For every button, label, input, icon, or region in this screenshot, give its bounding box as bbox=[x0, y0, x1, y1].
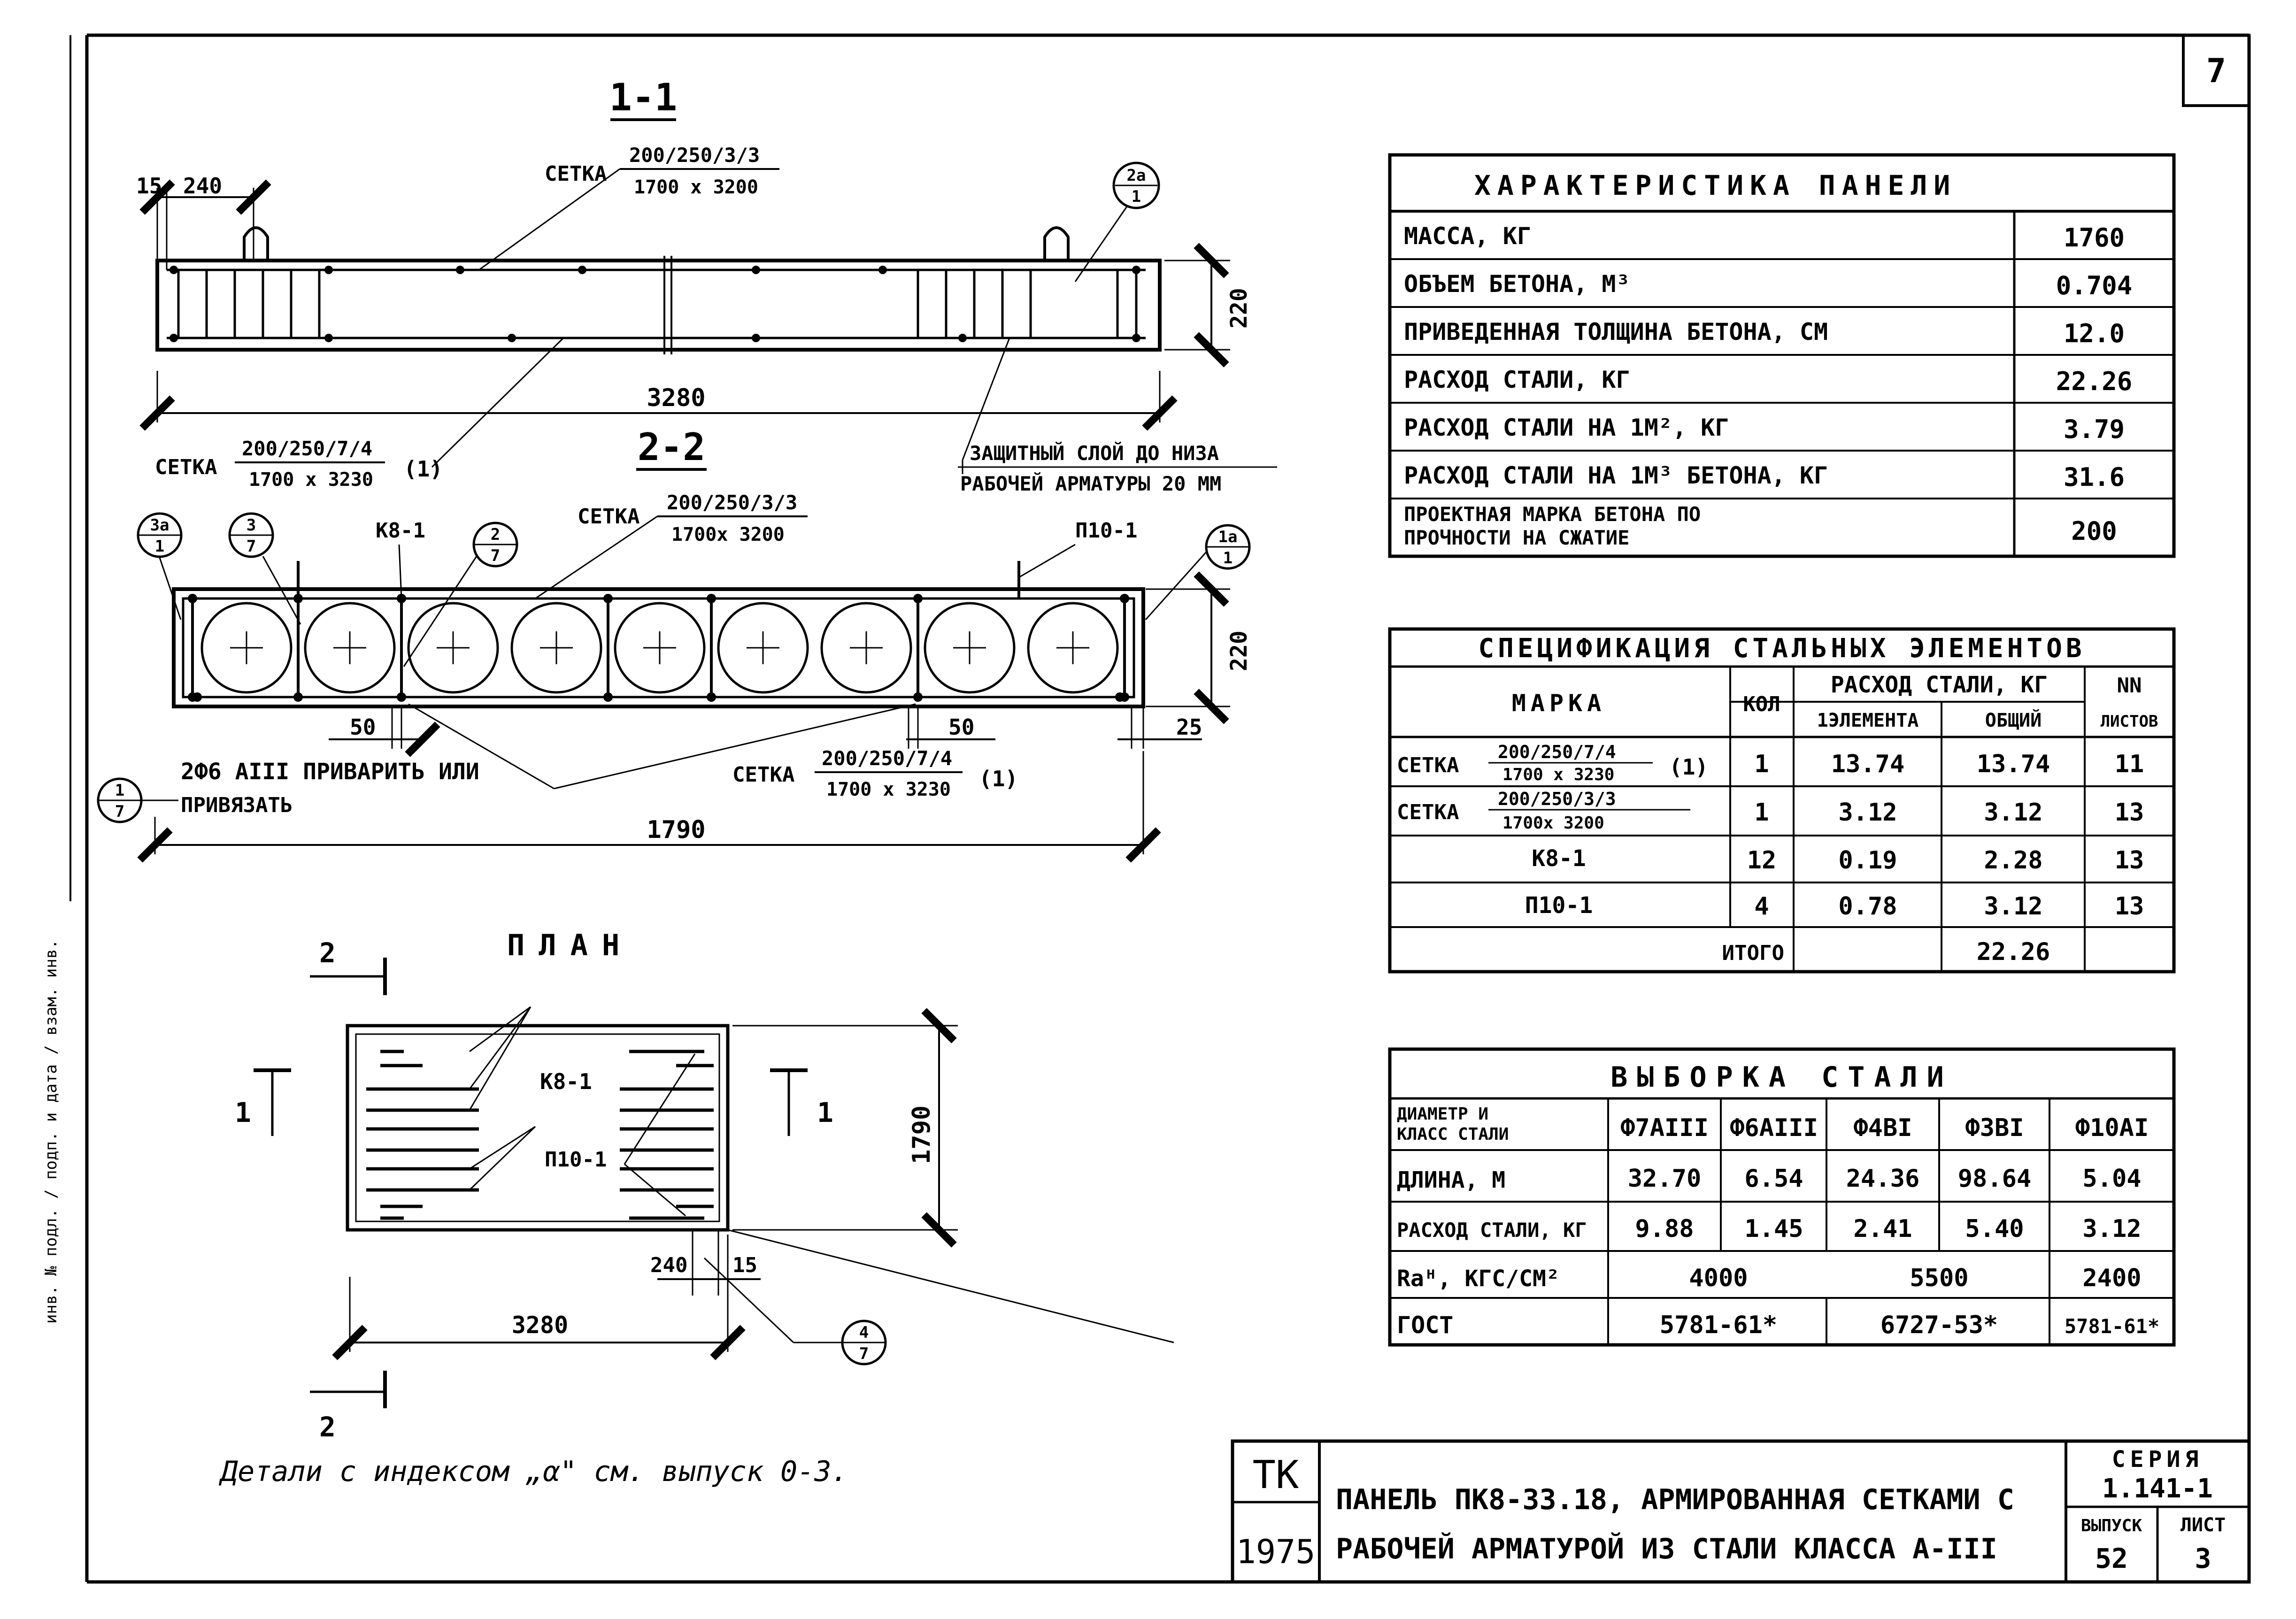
spec-h-qty: КОЛ bbox=[1743, 692, 1780, 716]
cover-note-1: ЗАЩИТНЫЙ СЛОЙ ДО НИЗА bbox=[970, 442, 1219, 465]
setka-top-num: 200/250/3/3 bbox=[629, 144, 760, 167]
spec-r0-suffix: (1) bbox=[1669, 754, 1709, 780]
steel-len-0: 32.70 bbox=[1627, 1165, 1702, 1193]
dim-25: 25 bbox=[1176, 714, 1202, 740]
char-label-4: РАСХОД СТАЛИ НА 1М², КГ bbox=[1404, 414, 1729, 441]
spec-r2-sheet: 13 bbox=[2114, 846, 2144, 875]
spec-r1-one: 3.12 bbox=[1838, 798, 1897, 827]
spec-table bbox=[1390, 629, 2174, 972]
weld-note-2: ПРИВЯЗАТЬ bbox=[181, 793, 293, 817]
org-code: ТК bbox=[1252, 1453, 1299, 1497]
spec-r1-total: 3.12 bbox=[1984, 798, 2043, 827]
svg-text:1a: 1a bbox=[1218, 528, 1238, 546]
svg-text:1: 1 bbox=[1223, 549, 1233, 568]
svg-text:7: 7 bbox=[490, 546, 501, 565]
char-label-6b: ПРОЧНОСТИ НА СЖАТИЕ bbox=[1404, 526, 1630, 549]
setka-22-bot-den: 1700 x 3230 bbox=[826, 779, 951, 800]
title-block bbox=[1233, 1441, 2249, 1582]
plan-dim-240: 240 bbox=[650, 1253, 688, 1277]
callout-1a bbox=[1146, 525, 1249, 620]
dim-1790: 1790 bbox=[647, 816, 706, 844]
spec-h-steel: РАСХОД СТАЛИ, КГ bbox=[1830, 672, 2048, 698]
cut-2-bot: 2 bbox=[319, 1411, 336, 1443]
spec-r2-mark: К8-1 bbox=[1532, 845, 1586, 872]
steel-col-4: Ф10АI bbox=[2075, 1114, 2149, 1142]
steel-len-4: 5.04 bbox=[2082, 1165, 2142, 1193]
plan-title: ПЛАН bbox=[507, 928, 634, 962]
steel-gost-2: 5781-61* bbox=[2064, 1315, 2160, 1338]
steel-col-2: Ф4ВI bbox=[1853, 1114, 1912, 1142]
issue-label: ВЫПУСК bbox=[2080, 1516, 2142, 1535]
svg-text:7: 7 bbox=[115, 802, 125, 821]
spec-r0-den: 1700 x 3230 bbox=[1502, 765, 1615, 784]
spec-r1-label: СЕТКА bbox=[1397, 800, 1459, 824]
dim-3280: 3280 bbox=[647, 384, 706, 412]
setka-label-2: СЕТКА bbox=[155, 455, 217, 479]
spec-r1-sheet: 13 bbox=[2114, 798, 2144, 827]
steel-len-3: 98.64 bbox=[1957, 1165, 2032, 1193]
setka-22-top-den: 1700x 3200 bbox=[671, 524, 785, 545]
spec-r3-total: 3.12 bbox=[1984, 892, 2043, 921]
steel-use-label: РАСХОД СТАЛИ, КГ bbox=[1397, 1219, 1587, 1242]
callout-2a-top: 2a bbox=[1126, 166, 1146, 185]
callout-2a-bot: 1 bbox=[1131, 187, 1141, 206]
steel-col-0: Ф7АIII bbox=[1620, 1114, 1709, 1142]
plan-k8-label: К8-1 bbox=[540, 1069, 592, 1094]
steel-ra-label: Rаᴴ, КГС/СМ² bbox=[1397, 1266, 1560, 1292]
dim-240: 240 bbox=[183, 173, 223, 199]
steel-len-label: ДЛИНА, М bbox=[1397, 1167, 1506, 1193]
spec-r0-sheet: 11 bbox=[2114, 750, 2144, 778]
p10-label: П10-1 bbox=[1075, 519, 1138, 543]
steel-table bbox=[1390, 1049, 2174, 1345]
sheet-label: ЛИСТ bbox=[2180, 1514, 2226, 1536]
weld-note-1: 2Ф6 АIII ПРИВАРИТЬ ИЛИ bbox=[181, 759, 479, 785]
dim-220-2: 220 bbox=[1226, 630, 1252, 671]
dim-50b: 50 bbox=[948, 714, 975, 740]
steel-title: ВЫБОРКА СТАЛИ bbox=[1610, 1061, 1953, 1094]
k8-label: К8-1 bbox=[376, 519, 425, 543]
char-value-1: 0.704 bbox=[2056, 271, 2133, 300]
section-1-1-title: 1-1 bbox=[609, 76, 678, 119]
spec-total-label: ИТОГО bbox=[1722, 941, 1784, 965]
cut-1-left: 1 bbox=[235, 1097, 251, 1128]
spec-r0-qty: 1 bbox=[1754, 750, 1769, 778]
char-value-0: 1760 bbox=[2063, 223, 2125, 253]
spec-r0-num: 200/250/7/4 bbox=[1498, 742, 1616, 762]
dim-15: 15 bbox=[136, 173, 162, 199]
series-value: 1.141-1 bbox=[2102, 1473, 2213, 1504]
steel-h-diam-2: КЛАСС СТАЛИ bbox=[1397, 1125, 1509, 1144]
svg-text:1: 1 bbox=[115, 781, 125, 800]
char-label-2: ПРИВЕДЕННАЯ ТОЛЩИНА БЕТОНА, СМ bbox=[1404, 318, 1828, 345]
setka-top-den: 1700 x 3200 bbox=[634, 176, 758, 198]
spec-r0-total: 13.74 bbox=[1976, 750, 2050, 778]
char-label-5: РАСХОД СТАЛИ НА 1М³ БЕТОНА, КГ bbox=[1404, 462, 1828, 489]
setka-22-top-num: 200/250/3/3 bbox=[667, 491, 798, 514]
setka-label: СЕТКА bbox=[545, 162, 607, 186]
spec-r0-one: 13.74 bbox=[1831, 750, 1905, 778]
steel-use-2: 2.41 bbox=[1853, 1215, 1912, 1243]
char-value-6: 200 bbox=[2071, 516, 2117, 546]
callout-1-7 bbox=[98, 779, 178, 822]
spec-r1-den: 1700x 3200 bbox=[1502, 813, 1604, 833]
steel-gost-label: ГОСТ bbox=[1397, 1312, 1454, 1339]
spec-h-total: ОБЩИЙ bbox=[1985, 710, 2042, 731]
spec-r1-num: 200/250/3/3 bbox=[1498, 789, 1616, 809]
char-label-3: РАСХОД СТАЛИ, КГ bbox=[1404, 366, 1630, 393]
plan-dim-3280: 3280 bbox=[511, 1312, 569, 1339]
steel-use-1: 1.45 bbox=[1744, 1215, 1803, 1243]
plan-view bbox=[235, 928, 1174, 1443]
setka-22-bot-num: 200/250/7/4 bbox=[822, 747, 953, 770]
margin-note: инв. № подл. / подп. и дата / взам. инв. bbox=[42, 939, 61, 1324]
steel-col-3: Ф3ВI bbox=[1965, 1114, 2024, 1142]
spec-h-one: 1ЭЛЕМЕНТА bbox=[1817, 710, 1919, 731]
spec-r3-sheet: 13 bbox=[2114, 892, 2144, 921]
cover-note-2: РАБОЧЕЙ АРМАТУРЫ 20 ММ bbox=[960, 472, 1222, 495]
steel-h-diam-1: ДИАМЕТР И bbox=[1397, 1105, 1489, 1124]
steel-len-2: 24.36 bbox=[1846, 1165, 1920, 1193]
issue-value: 52 bbox=[2095, 1542, 2128, 1574]
steel-len-1: 6.54 bbox=[1744, 1165, 1803, 1193]
spec-r3-one: 0.78 bbox=[1838, 892, 1897, 921]
spec-r2-total: 2.28 bbox=[1984, 846, 2043, 875]
steel-gost-1: 6727-53* bbox=[1880, 1311, 1998, 1339]
details-note: Детали с индексом „α" см. выпуск 0-3. bbox=[221, 1455, 848, 1488]
setka-bot-num: 200/250/7/4 bbox=[242, 437, 373, 460]
svg-text:3a: 3a bbox=[150, 516, 170, 535]
char-label-6a: ПРОЕКТНАЯ МАРКА БЕТОНА ПО bbox=[1404, 503, 1701, 526]
char-value-2: 12.0 bbox=[2063, 319, 2125, 348]
setka-bot-den: 1700 x 3230 bbox=[249, 469, 373, 491]
spec-title: СПЕЦИФИКАЦИЯ СТАЛЬНЫХ ЭЛЕМЕНТОВ bbox=[1478, 633, 2086, 664]
section-1-1 bbox=[136, 76, 1277, 495]
char-label-0: МАССА, КГ bbox=[1404, 223, 1531, 250]
section-2-2-title: 2-2 bbox=[637, 425, 706, 469]
char-label-1: ОБЪЕМ БЕТОНА, М³ bbox=[1404, 270, 1630, 298]
steel-ra-1: 5500 bbox=[1910, 1264, 1969, 1292]
setka-22-label-2: СЕТКА bbox=[732, 763, 795, 787]
steel-gost-0: 5781-61* bbox=[1659, 1311, 1778, 1339]
spec-total-value: 22.26 bbox=[1976, 938, 2050, 966]
setka-22-mark: (1) bbox=[979, 766, 1018, 791]
plan-callout-bot: 7 bbox=[859, 1344, 869, 1363]
char-value-3: 22.26 bbox=[2056, 367, 2133, 396]
sheet-title-2: РАБОЧЕЙ АРМАТУРОЙ ИЗ СТАЛИ КЛАССА А-III bbox=[1336, 1533, 1997, 1565]
spec-r0-label: СЕТКА bbox=[1397, 753, 1459, 777]
sheet-value: 3 bbox=[2195, 1542, 2211, 1574]
spec-h-mark: МАРКА bbox=[1511, 690, 1606, 717]
characteristics-table bbox=[1390, 155, 2174, 556]
callout-3a bbox=[138, 514, 181, 620]
page-number: 7 bbox=[2206, 52, 2227, 90]
year: 1975 bbox=[1236, 1533, 1316, 1571]
dim-50a: 50 bbox=[350, 714, 376, 740]
char-title: ХАРАКТЕРИСТИКА ПАНЕЛИ bbox=[1474, 169, 1957, 201]
steel-use-4: 3.12 bbox=[2082, 1215, 2142, 1243]
svg-text:1: 1 bbox=[154, 537, 165, 556]
spec-h-sheets: ЛИСТОВ bbox=[2100, 712, 2158, 731]
steel-use-0: 9.88 bbox=[1635, 1215, 1694, 1243]
setka-22-label: СЕТКА bbox=[578, 505, 640, 529]
steel-col-1: Ф6АIII bbox=[1730, 1114, 1818, 1142]
char-value-4: 3.79 bbox=[2063, 414, 2125, 444]
callout-2-7 bbox=[404, 523, 517, 667]
char-value-5: 31.6 bbox=[2063, 462, 2125, 492]
svg-text:3: 3 bbox=[246, 516, 256, 535]
spec-r3-qty: 4 bbox=[1754, 892, 1769, 921]
spec-r2-one: 0.19 bbox=[1838, 846, 1897, 875]
dim-220-1: 220 bbox=[1226, 288, 1252, 329]
plan-dim-15: 15 bbox=[732, 1253, 757, 1277]
svg-text:2: 2 bbox=[490, 525, 501, 544]
steel-ra-2: 2400 bbox=[2082, 1264, 2142, 1292]
plan-p10-label: П10-1 bbox=[545, 1148, 607, 1172]
setka-mark-1: (1) bbox=[404, 456, 443, 482]
plan-callout-top: 4 bbox=[859, 1323, 869, 1342]
steel-use-3: 5.40 bbox=[1965, 1215, 2024, 1243]
hollow-cores bbox=[202, 603, 1117, 692]
spec-r2-qty: 12 bbox=[1747, 846, 1777, 875]
plan-dim-1790: 1790 bbox=[908, 1105, 936, 1164]
steel-ra-0: 4000 bbox=[1689, 1264, 1748, 1292]
svg-text:7: 7 bbox=[246, 537, 256, 556]
series-label: СЕРИЯ bbox=[2111, 1446, 2204, 1473]
spec-r1-qty: 1 bbox=[1754, 798, 1769, 827]
spec-h-nn: NN bbox=[2117, 674, 2142, 698]
cut-2-top: 2 bbox=[319, 937, 336, 969]
spec-r3-mark: П10-1 bbox=[1525, 892, 1593, 919]
cut-1-right: 1 bbox=[817, 1097, 833, 1128]
sheet-title-1: ПАНЕЛЬ ПК8-33.18, АРМИРОВАННАЯ СЕТКАМИ С bbox=[1336, 1483, 2014, 1516]
